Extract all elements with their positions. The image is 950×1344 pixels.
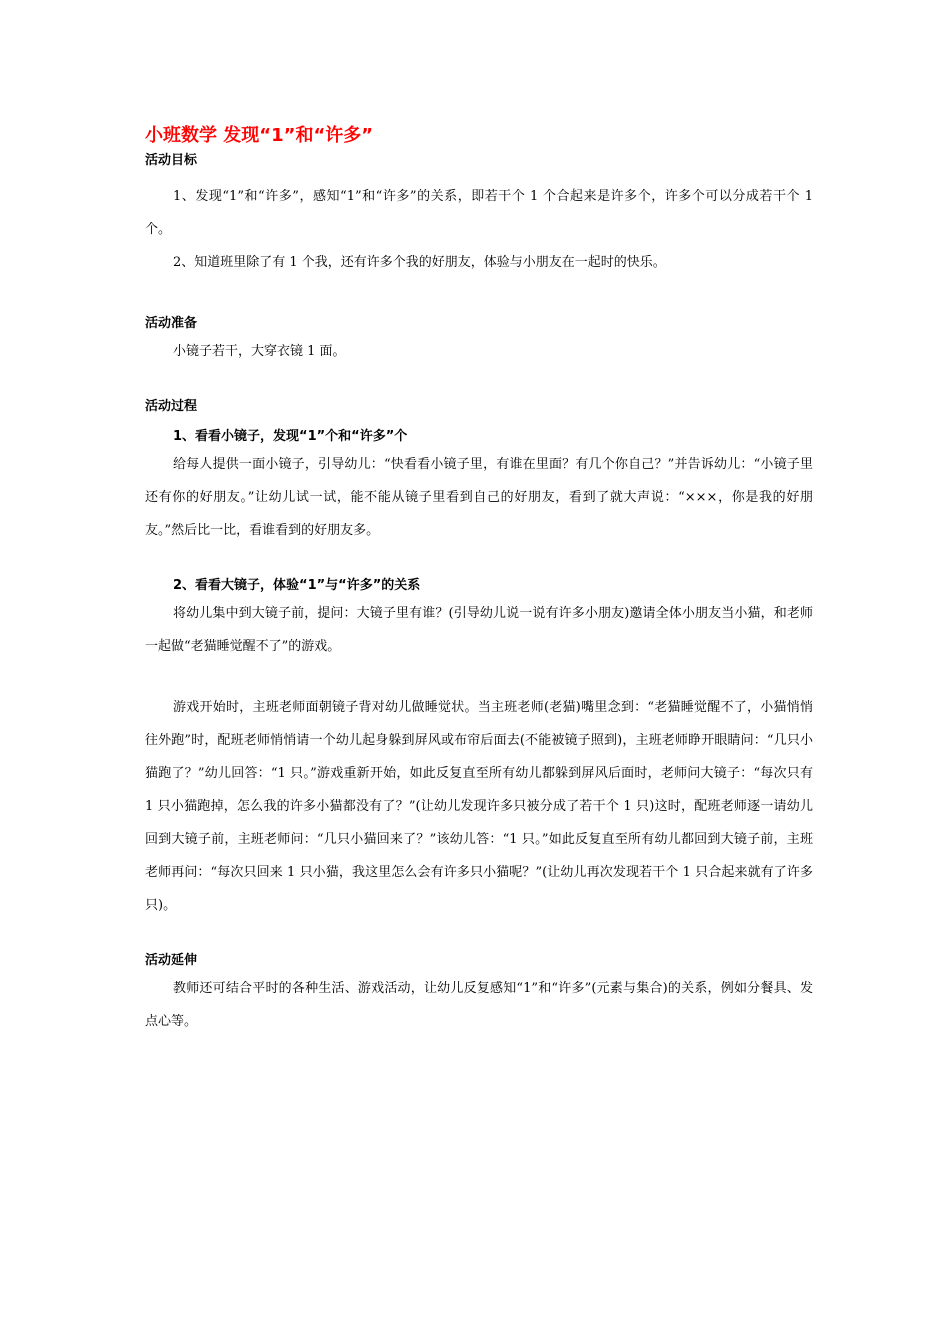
process-step-2-title: 2、看看大镜子，体验“1”与“许多”的关系 [173,578,421,593]
spacer [145,663,813,691]
spacer [145,922,813,950]
spacer [145,172,813,180]
goal-paragraph-2: 2、知道班里除了有 1 个我，还有许多个我的好朋友，体验与小朋友在一起时的快乐。 [173,255,666,270]
heading-activity-goal: 活动目标 [145,153,198,168]
heading-activity-prep: 活动准备 [145,316,198,331]
document-page [145,122,813,1038]
document-title: 小班数学 发现“1”和“许多” [145,125,374,146]
process-step-1-title: 1、看看小镜子，发现“1”个和“许多”个 [173,429,408,444]
spacer [145,418,813,426]
prep-paragraph-1: 小镜子若干，大穿衣镜 1 面。 [173,344,346,359]
process-step-2-paragraph-1: 将幼儿集中到大镜子前，提问：大镜子里有谁？(引导幼儿说一说有许多小朋友)邀请全体小朋友当小猫，和老师一起做“老猫睡觉醒不了”的游戏。 [145,606,813,654]
process-step-2-paragraph-2: 游戏开始时，主班老师面朝镜子背对幼儿做睡觉状。当主班老师(老猫)嘴里念到：“老猫睡觉醒不了，小猫悄悄往外跑”时，配班老师悄悄请一个幼儿起身躲到屏风或布帘后面去(不能被镜子照到)，主班老师睁开眼睛问：“几只小猫跑了？”幼儿回答：“1 只。”游戏重新开始，如此反复直至所有幼儿都躲到屏风后面时，老师问大镜子：“每次只有 1 只小猫跑掉，怎么我的许多小猫都没有了？”(让幼儿发现许多只被分成了若干个 1 只)这时，配班老师逐一请幼儿回到大镜子前，主班老师问：“几只小猫回来了？”该幼儿答：“1 只。”如此反复直至所有幼儿都回到大镜子前，主班老师再问：“每次只回来 1 只小猫，我这里怎么会有许多只小猫呢？”(让幼儿再次发现若干个 1 只合起来就有了许多只)。 [145,700,813,913]
goal-paragraph-1: 1、发现“1”和“许多”，感知“1”和“许多”的关系，即若干个 1 个合起来是许多个，许多个可以分成若干个 1 个。 [145,189,813,237]
spacer [145,368,813,396]
spacer [145,279,813,313]
process-step-1-paragraph: 给每人提供一面小镜子，引导幼儿：“快看看小镜子里，有谁在里面？有几个你自己？”并告诉幼儿：“小镜子里还有你的好朋友。”让幼儿试一试，能不能从镜子里看到自己的好朋友，看到了就大声说：“×××，你是我的好朋友。”然后比一比，看谁看到的好朋友多。 [145,457,813,538]
heading-activity-extension: 活动延伸 [145,953,198,968]
extension-paragraph-1: 教师还可结合平时的各种生活、游戏活动，让幼儿反复感知“1”和“许多”(元素与集合)的关系，例如分餐具、发点心等。 [145,981,813,1029]
spacer [145,547,813,575]
heading-activity-process: 活动过程 [145,399,198,414]
